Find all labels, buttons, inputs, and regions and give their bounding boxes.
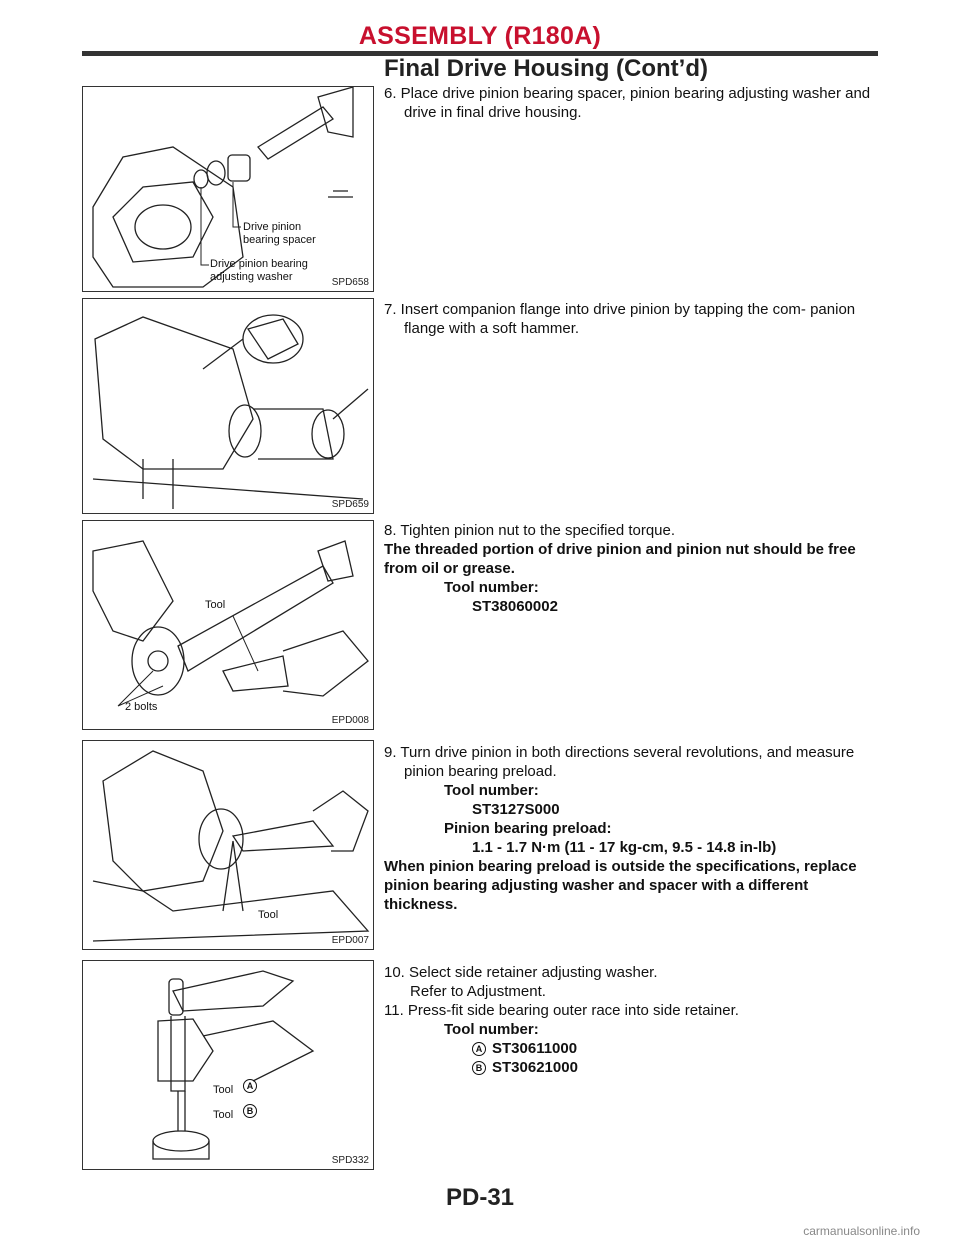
watermark: carmanualsonline.info — [803, 1224, 920, 1238]
marker-b-icon: B — [472, 1061, 486, 1075]
step-note: When pinion bearing preload is outside the specifications, replace pinion bearing adjusting washer and spacer with a different thickness. — [384, 858, 857, 913]
page-header — [0, 0, 960, 90]
marker-b-icon: B — [243, 1104, 257, 1118]
step-6 — [384, 84, 884, 122]
marker-a-icon: A — [472, 1042, 486, 1056]
figure-spd332-drawing — [83, 961, 374, 1170]
figure-code: EPD007 — [331, 935, 369, 946]
tool-label: Tool number: — [444, 1021, 539, 1038]
figure-label: Drive pinion — [243, 221, 302, 233]
step-note: The threaded portion of drive pinion and pinion nut should be free from oil or grease. — [384, 541, 856, 577]
figure-code: SPD659 — [331, 499, 369, 510]
figure-label: Drive pinion bearing — [210, 258, 308, 270]
figure-label: Tool — [205, 599, 226, 611]
tool-number: ST3127S000 — [472, 801, 560, 818]
figure-code: SPD658 — [331, 277, 369, 288]
tool-number-text: ST30611000 — [492, 1040, 578, 1057]
step-text: 8. Tighten pinion nut to the specified torque. — [384, 522, 676, 539]
tool-number-text: ST30621000 — [492, 1059, 578, 1076]
tool-number: ST38060002 — [472, 598, 558, 615]
figure-label: 2 bolts — [125, 701, 158, 713]
figure-epd008 — [82, 520, 374, 730]
step-text: 6. Place drive pinion bearing spacer, pinion bearing adjusting washer and drive in final drive housing. — [384, 85, 871, 121]
step-7 — [384, 300, 884, 338]
tool-number-a — [384, 1039, 884, 1058]
section-title: ASSEMBLY (R180A) — [358, 22, 602, 50]
figure-spd332 — [82, 960, 374, 1170]
page-subtitle: Final Drive Housing (Cont’d) — [384, 55, 708, 82]
step-9 — [384, 743, 884, 914]
figure-label: Tool — [213, 1109, 234, 1121]
preload-value: 1.1 - 1.7 N·m (11 - 17 kg-cm, 9.5 - 14.8 in-lb) — [472, 839, 777, 856]
preload-label: Pinion bearing preload: — [444, 820, 612, 837]
tool-label: Tool number: — [444, 782, 539, 799]
figure-label: adjusting washer — [210, 271, 293, 283]
step-reference: Refer to Adjustment. — [410, 983, 546, 1000]
figure-label: Tool — [258, 909, 279, 921]
figure-spd659-drawing — [83, 299, 374, 514]
figure-spd658 — [82, 86, 374, 292]
figure-epd007 — [82, 740, 374, 950]
figure-code: SPD332 — [331, 1155, 369, 1166]
step-text: 10. Select side retainer adjusting washer. — [384, 964, 658, 981]
tool-number-b — [384, 1058, 884, 1077]
step-10-11 — [384, 963, 884, 1077]
figure-epd007-drawing — [83, 741, 374, 950]
marker-a-icon: A — [243, 1079, 257, 1093]
figure-label: bearing spacer — [243, 234, 316, 246]
step-text: 11. Press-fit side bearing outer race into side retainer. — [384, 1002, 739, 1019]
figure-epd008-drawing — [83, 521, 374, 730]
step-text: 9. Turn drive pinion in both directions several revolutions, and measure pinion bearing preload. — [384, 744, 855, 780]
tool-label: Tool number: — [444, 579, 539, 596]
figure-label: Tool — [213, 1084, 234, 1096]
figure-spd659 — [82, 298, 374, 514]
figure-code: EPD008 — [331, 715, 369, 726]
step-8 — [384, 521, 884, 616]
step-text: 7. Insert companion flange into drive pinion by tapping the com- panion flange with a soft hammer. — [384, 301, 856, 337]
page-number: PD-31 — [445, 1184, 515, 1211]
